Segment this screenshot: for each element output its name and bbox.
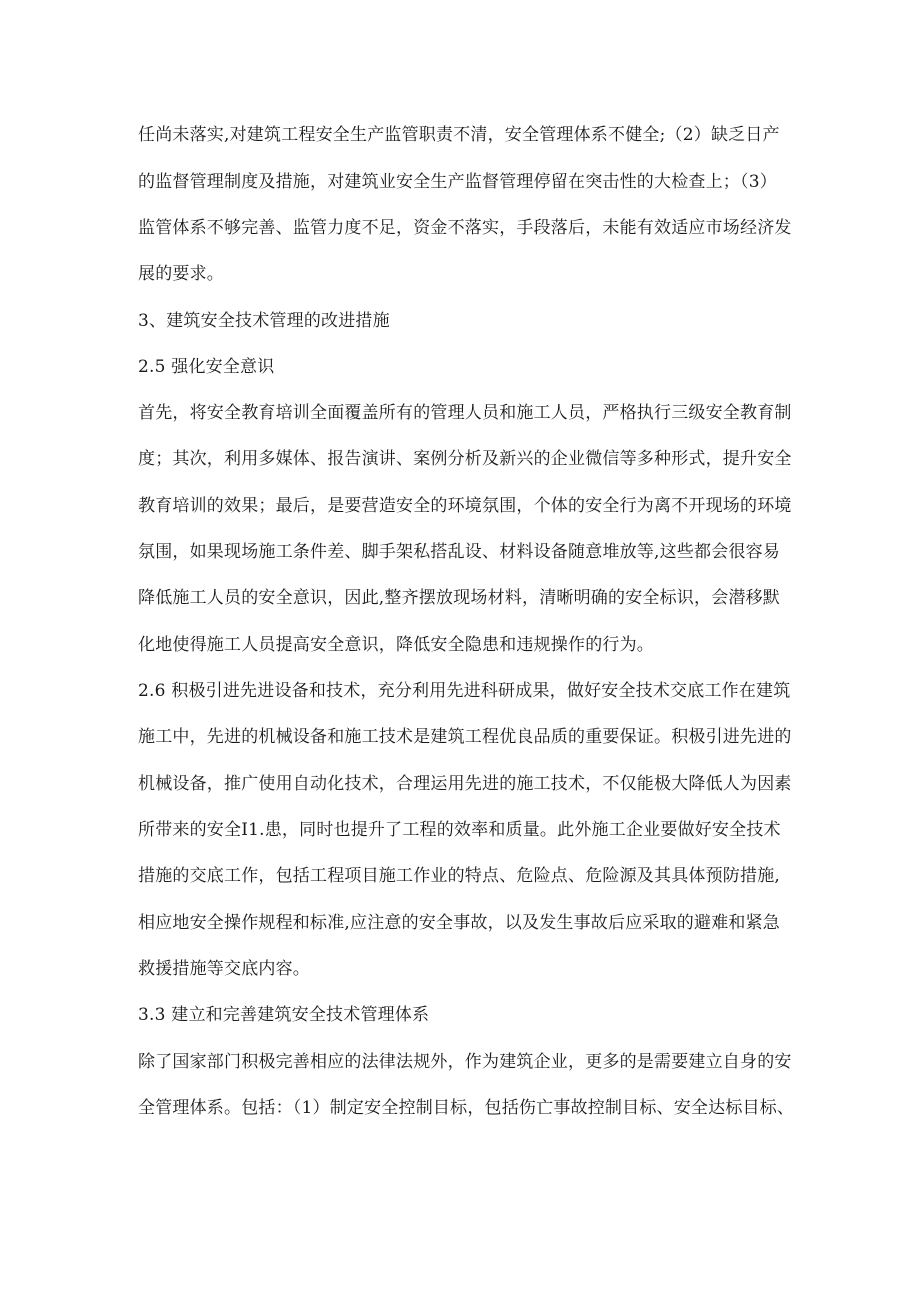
text-line: 相应地安全操作规程和标准,应注意的安全事故，以及发生事故后应采取的避难和紧急 xyxy=(138,913,781,933)
section-heading: 3、建筑安全技术管理的改进措施 xyxy=(138,311,390,331)
text-line: 措施的交底工作，包括工程项目施工作业的特点、危险点、危险源及其具体预防措施, xyxy=(138,866,781,886)
text-line: 氛围，如果现场施工条件差、脚手架私搭乱设、材料设备随意堆放等,这些都会很容易 xyxy=(138,542,781,562)
text-line: 展的要求。 xyxy=(138,264,224,284)
text-line: 教育培训的效果；最后，是要营造安全的环境氛围，个体的安全行为离不开现场的环境 xyxy=(138,496,792,516)
text-line: 度；其次，利用多媒体、报告演讲、案例分析及新兴的企业微信等多种形式，提升安全 xyxy=(138,449,792,469)
text-line: 机械设备，推广使用自动化技术，合理运用先进的施工技术，不仅能极大降低人为因素 xyxy=(138,774,792,794)
subsection-heading: 3.3 建立和完善建筑安全技术管理体系 xyxy=(138,1005,430,1025)
text-line: 任尚未落实,对建筑工程安全生产监管职责不清，安全管理体系不健全;（2）缺乏日产 xyxy=(138,125,780,145)
text-line: 全管理体系。包括：（1）制定安全控制目标，包括伤亡事故控制目标、安全达标目标、 xyxy=(138,1098,795,1118)
text-line: 首先，将安全教育培训全面覆盖所有的管理人员和施工人员，严格执行三级安全教育制 xyxy=(138,403,792,423)
text-line: 监管体系不够完善、监管力度不足，资金不落实，手段落后，未能有效适应市场经济发 xyxy=(138,218,792,238)
subsection-heading: 2.6 积极引进先进设备和技术，充分利用先进科研成果，做好安全技术交底工作在建筑 xyxy=(138,681,791,701)
text-line: 救援措施等交底内容。 xyxy=(138,959,310,979)
text-line: 所带来的安全I1.患，同时也提升了工程的效率和质量。此外施工企业要做好安全技术 xyxy=(138,820,781,840)
text-line: 降低施工人员的安全意识，因此,整齐摆放现场材料，清晰明确的安全标识，会潜移默 xyxy=(138,588,781,608)
text-line: 施工中，先进的机械设备和施工技术是建筑工程优良品质的重要保证。积极引进先进的 xyxy=(138,727,792,747)
subsection-heading: 2.5 强化安全意识 xyxy=(138,357,275,377)
text-line: 除了国家部门积极完善相应的法律法规外，作为建筑企业，更多的是需要建立自身的安 xyxy=(138,1052,792,1072)
text-line: 化地使得施工人员提高安全意识，降低安全隐患和违规操作的行为。 xyxy=(138,635,654,655)
text-line: 的监督管理制度及措施，对建筑业安全生产监督管理停留在突击性的大检查上；（3） xyxy=(138,172,777,192)
